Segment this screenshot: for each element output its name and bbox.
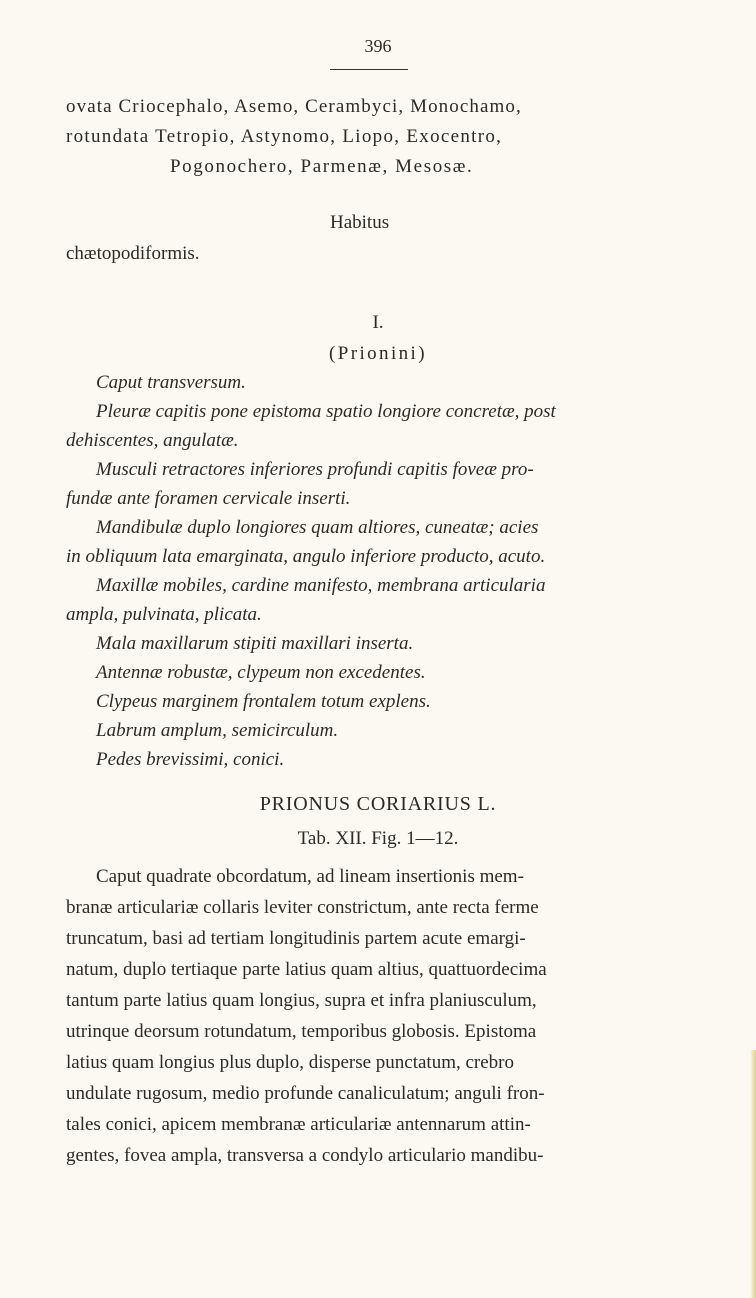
character-line: dehiscentes, angulatæ.: [66, 430, 239, 451]
section-numeral: I.: [372, 312, 384, 333]
intro-line-1: ovata Criocephalo, Asemo, Cerambyci, Monochamo,: [66, 96, 522, 117]
intro-line-2: rotundata Tetropio, Astynomo, Liopo, Exocentro,: [66, 126, 503, 147]
description-line: undulate rugosum, medio profunde canaliculatum; anguli fron-: [66, 1083, 545, 1104]
description-line: [96, 866, 696, 888]
species-name: PRIONUS CORIARIUS L.: [259, 793, 497, 815]
character-line: Clypeus marginem frontalem totum explens.: [96, 691, 431, 712]
character-line: Pleuræ capitis pone epistoma spatio longiore concretæ, post: [96, 401, 556, 422]
description-line: truncatum, basi ad tertiam longitudinis partem acute emargi-: [66, 928, 526, 949]
description-line: branæ articulariæ collaris leviter constrictum, ante recta ferme: [66, 897, 539, 918]
character-line: in obliquum lata emarginata, angulo inferiore producto, acuto.: [66, 546, 546, 567]
plate-reference: Tab. XII. Fig. 1—12.: [297, 828, 459, 849]
description-line: natum, duplo tertiaque parte latius quam altius, quattuordecima: [66, 959, 547, 980]
habitus-value: chætopodiformis.: [66, 243, 200, 264]
habitus-label: Habitus: [330, 212, 390, 233]
character-line: Antennæ robustæ, clypeum non excedentes.: [96, 662, 426, 683]
page-number-rule: [330, 69, 408, 70]
character-line: ampla, pulvinata, plicata.: [66, 604, 262, 625]
character-line: Mala maxillarum stipiti maxillari inserta.: [96, 633, 414, 654]
character-line: Pedes brevissimi, conici.: [96, 749, 285, 770]
character-line: fundæ ante foramen cervicale inserti.: [66, 488, 351, 509]
tribe-name: (Prionini): [329, 343, 427, 364]
character-line: Mandibulæ duplo longiores quam altiores, cuneatæ; acies: [96, 517, 539, 538]
intro-line-3: Pogonochero, Parmenæ, Mesosæ.: [170, 156, 474, 177]
character-line: Maxillæ mobiles, cardine manifesto, membrana articularia: [96, 575, 546, 596]
character-line: Musculi retractores inferiores profundi capitis foveæ pro-: [96, 459, 534, 480]
character-line: Caput transversum.: [96, 372, 246, 393]
description-line: utrinque deorsum rotundatum, temporibus globosis. Epistoma: [66, 1021, 537, 1042]
character-line: Labrum amplum, semicirculum.: [96, 720, 339, 741]
description-line: tantum parte latius quam longius, supra et infra planiusculum,: [66, 990, 537, 1011]
page-edge-shadow: [750, 1050, 756, 1298]
description-line: latius quam longius plus duplo, disperse punctatum, crebro: [66, 1052, 515, 1073]
description-text: Caput quadrate obcordatum, ad lineam insertionis mem-: [96, 866, 524, 887]
description-line: tales conici, apicem membranæ articulariæ antennarum attin-: [66, 1114, 531, 1135]
page-number: 396: [364, 36, 392, 56]
description-line: gentes, fovea ampla, transversa a condylo articulario mandibu-: [66, 1145, 544, 1166]
